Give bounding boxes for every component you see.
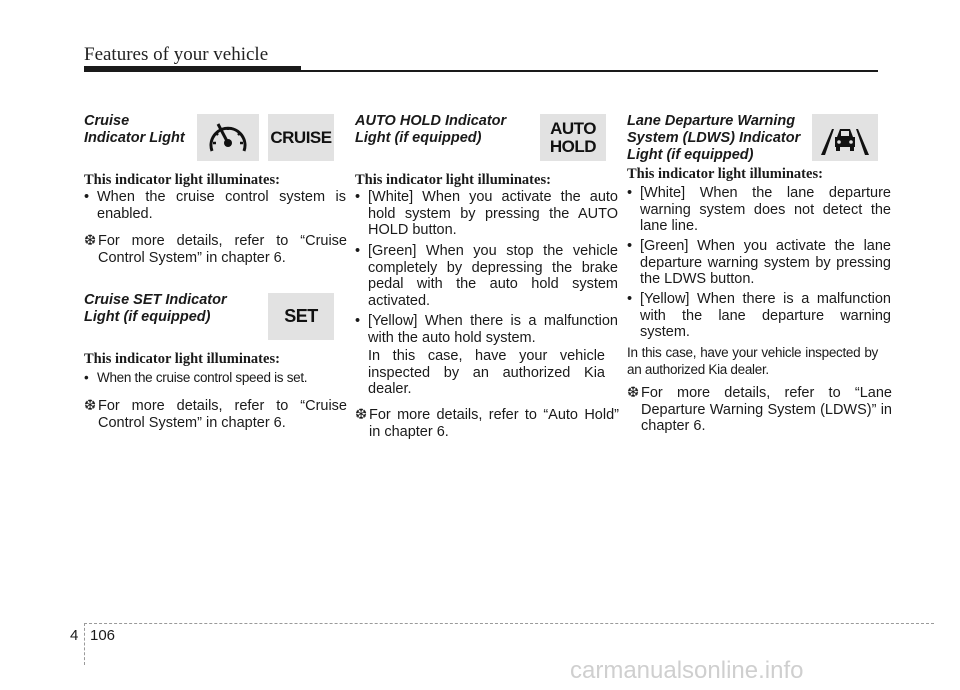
ldws-icon-badge [812,114,878,161]
auto-hold-badge [540,114,606,161]
cruise-illuminates-label: This indicator light illuminates: [84,172,280,188]
cruise-badge-label: CRUISE [270,127,332,147]
auto-hold-bullet-green: • [Green] When you stop the vehicle completely by depressing the brake pedal with the auto hold system activated. [355,243,618,309]
note-mark-icon: ❆ [84,398,97,414]
cruise-set-illuminates-label: This indicator light illuminates: [84,351,280,367]
auto-hold-section-title: AUTO HOLD Indicator Light (if equipped) [355,113,507,146]
ldws-bullet-yellow: • [Yellow] When there is a malfunction with the lane departure warning system. [627,291,891,341]
auto-hold-bullet-white: • [White] When you activate the auto hold system by pressing the AUTO HOLD button. [355,189,618,239]
cruise-set-note: ❆ For more details, refer to “Cruise Control System” in chapter 6. [84,398,347,431]
watermark: carmanualsonline.info [570,657,804,684]
footer-divider [84,623,934,624]
ldws-illuminates-label: This indicator light illuminates: [627,166,823,182]
auto-hold-bullet-yellow: • [Yellow] When there is a malfunction with the auto hold system. [355,313,618,346]
note-mark-icon: ❆ [627,385,640,401]
set-badge-label: SET [284,306,318,326]
cruise-gauge-icon-badge [197,114,259,161]
ldws-bullet-white: • [White] When the lane departure warning system does not detect the lane line. [627,185,891,235]
cruise-bullet: • When the cruise control system is enabled. [84,189,346,222]
cruise-set-section-title: Cruise SET Indicator Light (if equipped) [84,292,227,325]
auto-hold-badge-line-2: HOLD [549,136,597,156]
lane-departure-icon [815,117,875,159]
chapter-number: 4 [70,627,79,644]
header-rule-thin [84,70,878,72]
cruise-section-title: Cruise Indicator Light [84,113,185,146]
auto-hold-followup: In this case, have your vehicle inspected by an authorized Kia dealer. [368,348,605,397]
page-number: 106 [90,627,116,644]
ldws-section-title: Lane Departure Warning System (LDWS) Indicator Light (if equipped) [627,113,801,163]
ldws-bullet-green: • [Green] When you activate the lane departure warning system by pressing the LDWS button. [627,238,891,288]
auto-hold-illuminates-label: This indicator light illuminates: [355,172,551,188]
cruise-note: ❆ For more details, refer to “Cruise Control System” in chapter 6. [84,233,347,266]
cruise-text-badge [268,114,334,161]
cruise-set-bullet: • When the cruise control speed is set. [84,370,346,387]
note-mark-icon: ❆ [84,233,97,249]
page-header-title: Features of your vehicle [84,44,269,65]
ldws-note: ❆ For more details, refer to “Lane Departure Warning System (LDWS)” in chapter 6. [627,385,892,434]
ldws-paragraph: In this case, have your vehicle inspected by an authorized Kia dealer. [627,345,878,377]
note-mark-icon: ❆ [355,407,368,423]
set-text-badge [268,293,334,340]
auto-hold-badge-line-1: AUTO [550,118,596,138]
cruise-gauge-icon [203,117,253,159]
footer-vertical-divider [84,623,85,665]
auto-hold-note: ❆ For more details, refer to “Auto Hold” in chapter 6. [355,407,619,440]
